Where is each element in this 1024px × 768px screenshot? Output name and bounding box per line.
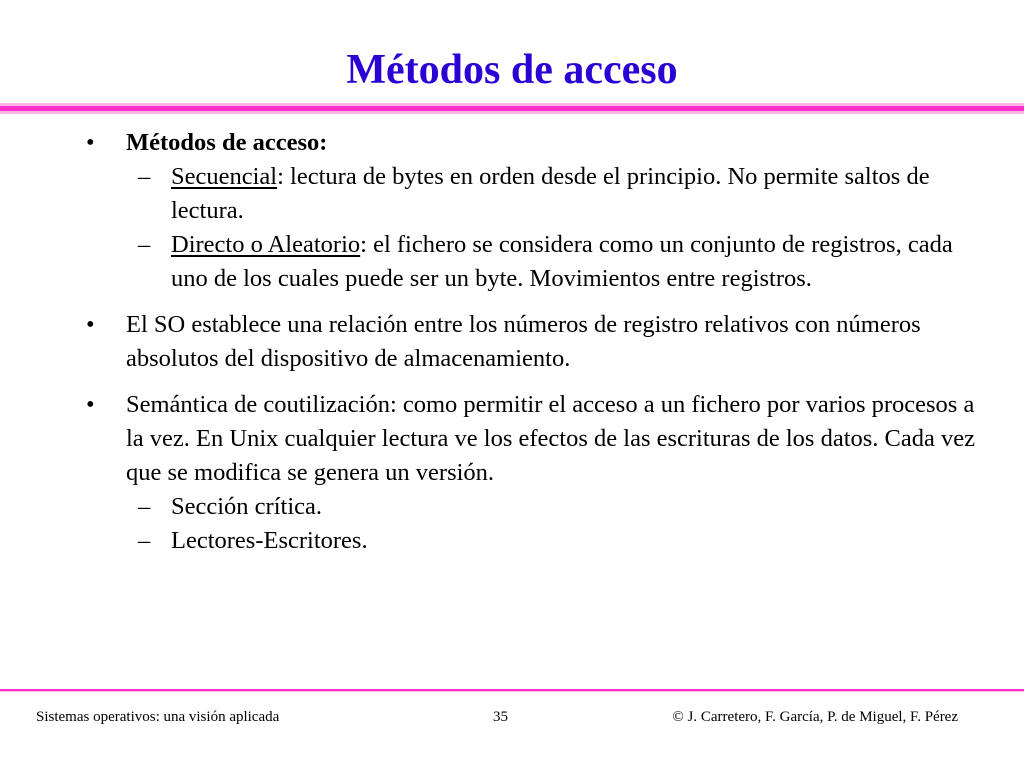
bullet-text: Semántica de coutilización: como permitir el acceso a un fichero por varios procesos a la vez. En Unix cualquier lectura ve los efectos de las escrituras de los datos. Cada vez que se modifica se genera un versión. [126,391,976,486]
footer-divider-light [0,691,1024,692]
sub-bullet-item [0,524,1024,558]
sub-bullet-text: Lectores-Escritores. [171,527,368,554]
sub-bullet-item [0,160,1024,228]
bullet-item [0,308,1024,376]
page-title: Métodos de acceso [346,47,678,93]
slide-body [0,126,1024,558]
bullet-item [0,388,1024,490]
bullet-item [0,126,1024,160]
dash-marker: – [138,231,151,258]
footer-divider [0,689,1024,692]
bullet-marker: • [86,129,95,156]
bullet-text: Métodos de acceso: [126,129,328,156]
dash-marker: – [138,527,151,554]
bullet-text: El SO establece una relación entre los números de registro relativos con números absolutos del dispositivo de almacenamiento. [126,311,921,372]
dash-marker: – [138,493,151,520]
bullet-marker: • [86,391,95,418]
title-underline [0,103,1024,117]
footer-page-number: 35 [493,709,508,725]
title-underline-bottom [0,111,1024,114]
footer-book-title: Sistemas operativos: una visión aplicada [36,709,280,725]
sub-bullet-text: Sección crítica. [171,493,323,520]
sub-bullet-term: Secuencial [171,163,278,190]
dash-marker: – [138,163,151,190]
sub-bullet-text: : el fichero se considera como un conjunto de registros, cada uno de los cuales puede ser un byte. Movimientos entre registros. [171,231,953,292]
sub-bullet-item [0,228,1024,296]
bullet-marker: • [86,311,95,338]
footer-copyright: © J. Carretero, F. García, P. de Miguel, F. Pérez [672,709,958,725]
sub-bullet-term: Directo o Aleatorio [171,231,361,258]
sub-bullet-item [0,490,1024,524]
sub-bullet-text: : lectura de bytes en orden desde el principio. No permite saltos de lectura. [171,163,930,224]
